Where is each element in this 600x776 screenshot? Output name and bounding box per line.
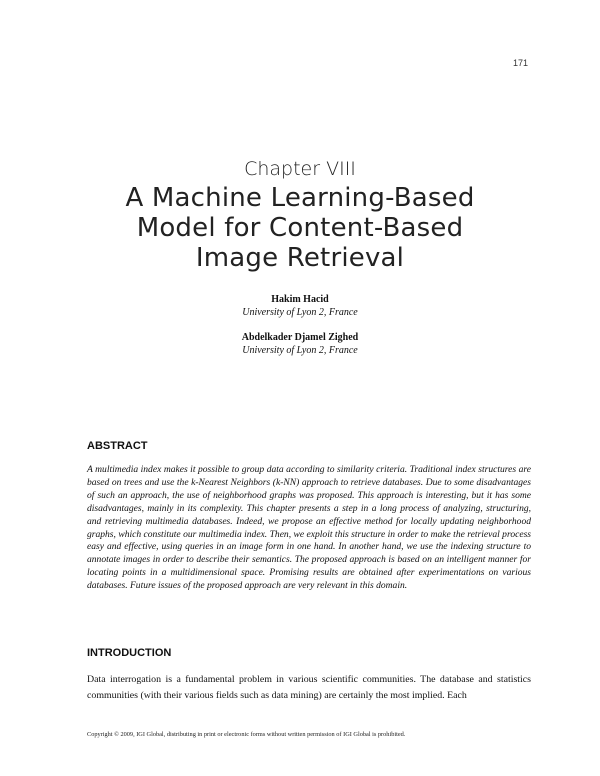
author-name: Abdelkader Djamel Zighed: [241, 332, 359, 343]
author-affiliation: University of Lyon 2, France: [242, 345, 358, 356]
chapter-title-line: A Machine Learning-Based: [125, 183, 475, 213]
page-number: 171: [512, 58, 528, 68]
chapter-title: [0, 183, 600, 273]
chapter-title-line: Model for Content-Based: [136, 213, 464, 243]
copyright-notice: Copyright © 2009, IGI Global, distributing in print or electronic forms without written permission of IGI Global is prohibited.: [87, 731, 406, 738]
introduction-heading: INTRODUCTION: [87, 647, 172, 659]
abstract-body: A multimedia index makes it possible to group data according to similarity criteria. Traditional index structures are based on trees and use the k-Nearest Neighbors (k-NN) approach to retrieve databases. Due to some disadvantages of such an approach, the use of neighborhood graphs was proposed. This approach is interesting, but it has some disadvantages, mainly in its complexity. This chapter presents a step in a long process of analyzing, structuring, and retrieving multimedia databases. Indeed, we propose an effective method for locally updating neighborhood graphs, which constitute our multimedia index. Then, we exploit this structure in order to make the retrieval process easy and effective, using queries in an image form in one hand. In another hand, we use the indexing structure to annotate images in order to describe their semantics. The proposed approach is based on an intelligent manner for locating points in a multidimensional space. Promising results are obtained after experimentations on various databases. Future issues of the proposed approach are very relevant in this domain.: [87, 464, 531, 592]
author-affiliation: University of Lyon 2, France: [242, 307, 358, 318]
introduction-body: Data interrogation is a fundamental problem in various scientific communities. The database and statistics communities (with their various fields such as data mining) are certainly the most implied. Each: [87, 674, 531, 701]
chapter-label: Chapter VIII: [244, 158, 356, 180]
author-block: [0, 293, 600, 319]
author-block: [0, 331, 600, 357]
chapter-title-line: Image Retrieval: [195, 243, 405, 273]
author-name: Hakim Hacid: [271, 294, 329, 305]
abstract-heading: ABSTRACT: [87, 440, 148, 452]
